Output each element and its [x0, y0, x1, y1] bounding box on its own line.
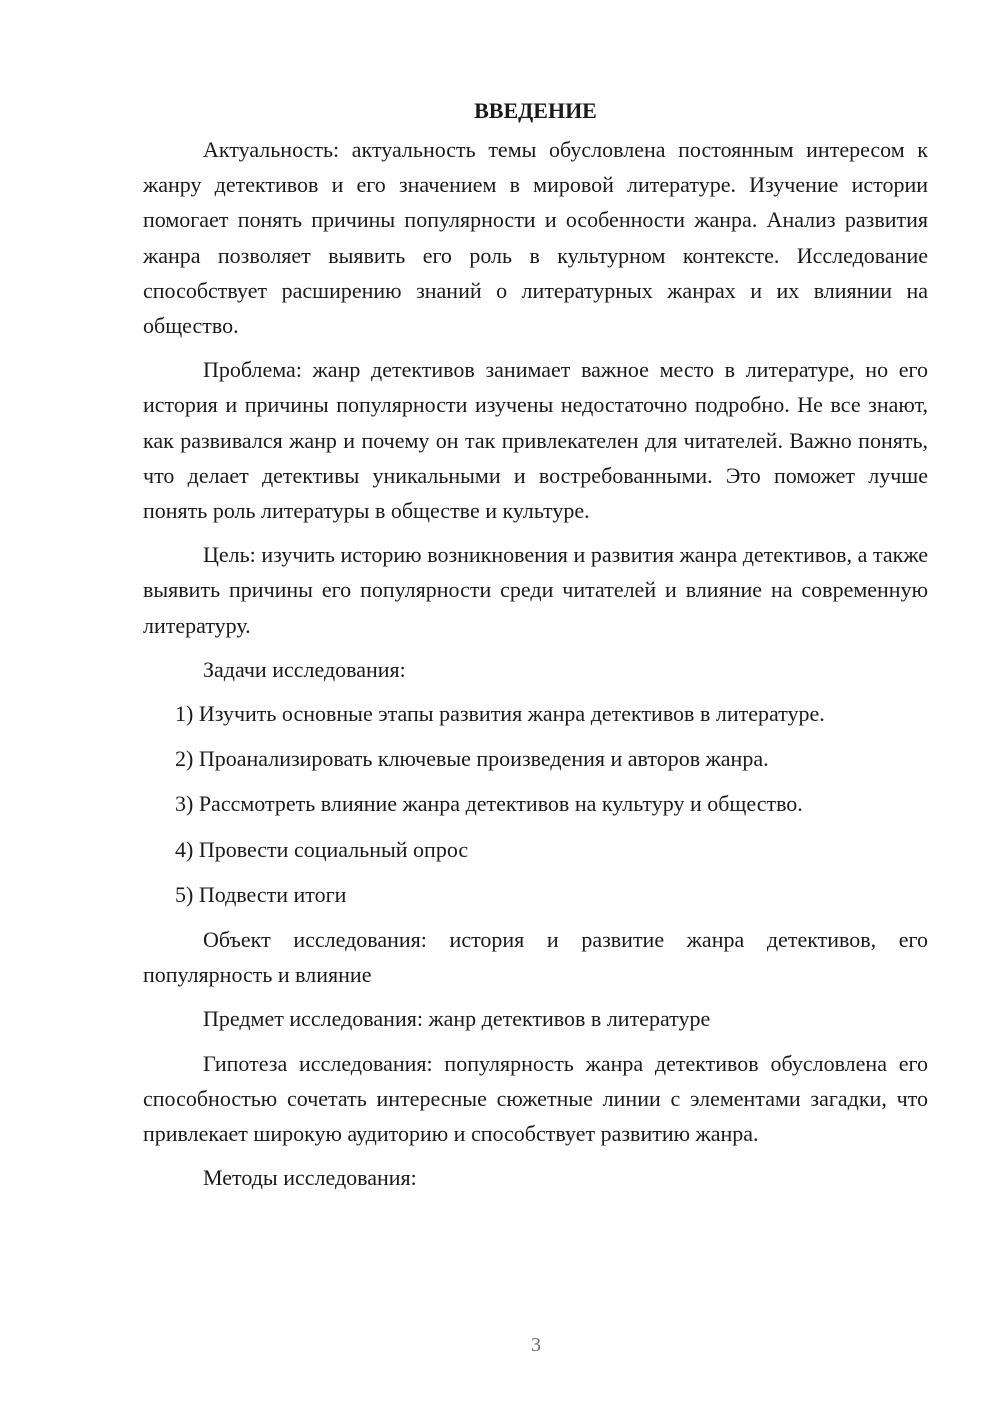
page-title: ВВЕДЕНИЕ — [474, 98, 597, 123]
tasks-list — [143, 696, 928, 912]
subject-paragraph: Предмет исследования: жанр детективов в литературе — [203, 1006, 711, 1032]
object-paragraph: Объект исследования: история и развитие жанра детективов, его популярность и влияние — [143, 927, 928, 988]
task-item-1: 1) Изучить основные этапы развития жанра детективов в литературе. — [175, 701, 825, 727]
task-item-4: 4) Провести социальный опрос — [175, 836, 469, 862]
problem-paragraph: Проблема: жанр детективов занимает важное место в литературе, но его история и причины популярности изучены недостаточно подробно. Не все знают, как развивался жанр и почему он так привлекателен для читателей. Важно понять, что делает детективы уникальными и востребованными. Это поможет лучше понять роль литературы в обществе и культуре. — [143, 357, 928, 524]
task-item-3: 3) Рассмотреть влияние жанра детективов на культуру и общество. — [175, 791, 803, 817]
task-item-2: 2) Проанализировать ключевые произведения и авторов жанра. — [175, 746, 769, 772]
goal-paragraph: Цель: изучить историю возникновения и развития жанра детективов, а также выявить причины его популярности среди читателей и влияние на современную литературу. — [143, 542, 928, 638]
page-number: 3 — [531, 1334, 541, 1356]
page-content — [143, 94, 928, 1204]
hypothesis-paragraph: Гипотеза исследования: популярность жанра детективов обусловлена его способностью сочетать интересные сюжетные линии с элементами загадки, что привлекает широкую аудиторию и способствует развитию жанра. — [143, 1050, 928, 1147]
task-item-5: 5) Подвести итоги — [175, 881, 347, 907]
tasks-heading: Задачи исследования: — [203, 656, 406, 682]
relevance-paragraph: Актуальность: актуальность темы обусловлена постоянным интересом к жанру детективов и его значением в мировой литературе. Изучение истории помогает понять причины популярности и особенности жанра. Анализ развития жанра позволяет выявить его роль в культурном контексте. Исследование способствует расширению знаний о литературных жанрах и их влиянии на общество. — [143, 137, 928, 339]
methods-heading: Методы исследования: — [203, 1165, 417, 1191]
